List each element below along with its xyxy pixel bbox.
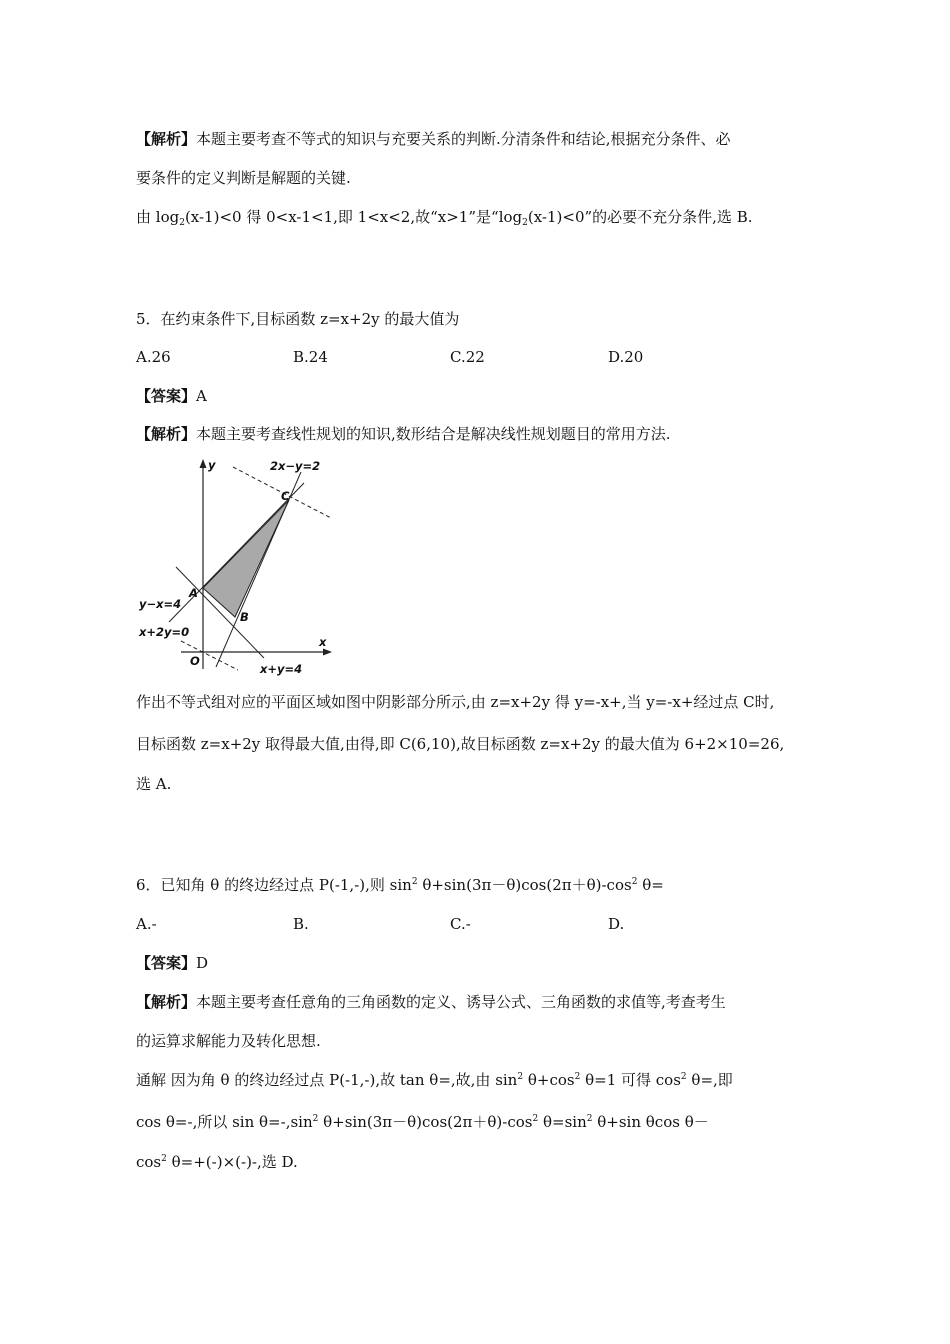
q6-solution-line-2	[136, 1112, 709, 1132]
q6-analysis-line-1	[136, 992, 726, 1012]
text-seg: θ=+(-)×(-)-,选 D.	[166, 1153, 298, 1171]
label-line-x-2y: x+2y=0	[139, 625, 190, 639]
label-o: O	[190, 654, 200, 668]
q4-analysis-line-2: 要条件的定义判断是解题的关键.	[136, 169, 351, 187]
q6-stem	[136, 875, 664, 895]
q6-answer	[136, 953, 208, 973]
text-seg: θ=1 可得 cos	[580, 1071, 681, 1089]
answer-tag: 【答案】	[136, 387, 197, 405]
q4-analysis-line-1	[136, 129, 731, 149]
text-seg: cos θ=-,所以 sin θ=-,sin	[136, 1113, 313, 1131]
superscript: 2	[680, 1072, 687, 1082]
label-line-x-y: x+y=4	[260, 662, 303, 676]
superscript: 2	[517, 1072, 524, 1082]
text-seg: θ+sin θcos θ－	[592, 1113, 709, 1131]
q5-stem: 5．在约束条件下,目标函数 z=x+2y 的最大值为	[136, 310, 460, 328]
label-line-y-x: y−x=4	[139, 597, 182, 611]
text-seg: 由 log	[136, 208, 180, 226]
label-c: C	[281, 489, 290, 503]
text-seg: θ=	[637, 876, 664, 894]
label-line-2x-y: 2x−y=2	[270, 459, 321, 473]
q5-option-d: D.20	[608, 348, 644, 366]
superscript: 2	[312, 1114, 319, 1124]
text-seg: θ=sin	[538, 1113, 587, 1131]
q6-solution-line-1	[136, 1070, 733, 1090]
q6-option-d: D.	[608, 915, 625, 933]
q6-option-c: C.-	[450, 915, 471, 933]
text-seg: θ=,即	[686, 1071, 733, 1089]
text-seg: (x-1)<0 得 0<x-1<1,即 1<x<2,故“x>1”是“log	[184, 208, 523, 226]
label-x: x	[319, 635, 327, 649]
superscript: 2	[411, 877, 418, 887]
superscript: 2	[631, 877, 638, 887]
analysis-text: 本题主要考查线性规划的知识,数形结合是解决线性规划题目的常用方法.	[196, 425, 671, 443]
q6-option-a: A.-	[136, 915, 157, 933]
analysis-tag: 【解析】	[136, 993, 197, 1011]
text-seg: θ+sin(3π－θ)cos(2π＋θ)-cos	[417, 876, 632, 894]
y-axis-arrow	[200, 459, 207, 468]
text-seg: θ+cos	[523, 1071, 575, 1089]
label-b: B	[240, 610, 249, 624]
x-axis-arrow	[323, 649, 332, 656]
q5-solution-line-2: 目标函数 z=x+2y 取得最大值,由得,即 C(6,10),故目标函数 z=x+2y 的最大值为 6+2×10=26,	[136, 735, 785, 753]
q6-solution-line-3	[136, 1152, 298, 1172]
text-seg: 6．已知角 θ 的终边经过点 P(-1,-),则 sin	[136, 876, 412, 894]
q5-option-a: A.26	[136, 348, 171, 366]
q5-solution-line-1: 作出不等式组对应的平面区域如图中阴影部分所示,由 z=x+2y 得 y=-x+,当 y=-x+经过点 C时,	[136, 693, 775, 711]
text-seg: (x-1)<0”的必要不充分条件,选 B.	[527, 208, 753, 226]
q4-solution-line	[136, 207, 752, 227]
analysis-text: 本题主要考查任意角的三角函数的定义、诱导公式、三角函数的求值等,考查考生	[196, 993, 726, 1011]
label-y: y	[208, 458, 216, 472]
label-a: A	[189, 586, 198, 600]
q5-option-c: C.22	[450, 348, 485, 366]
q5-answer	[136, 386, 207, 406]
subscript: 2	[522, 218, 528, 228]
text-seg: cos	[136, 1153, 162, 1171]
superscript: 2	[574, 1072, 581, 1082]
superscript: 2	[586, 1114, 593, 1124]
q6-option-b: B.	[293, 915, 309, 933]
analysis-tag: 【解析】	[136, 130, 197, 148]
superscript: 2	[532, 1114, 539, 1124]
superscript: 2	[161, 1154, 167, 1164]
q5-analysis	[136, 424, 671, 444]
linear-programming-figure	[136, 455, 341, 680]
q5-solution-line-3: 选 A.	[136, 775, 172, 793]
answer-value: A	[196, 387, 207, 405]
text-seg: 通解 因为角 θ 的终边经过点 P(-1,-),故 tan θ=,故,由 sin	[136, 1071, 518, 1089]
text-seg: θ+sin(3π－θ)cos(2π＋θ)-cos	[318, 1113, 533, 1131]
answer-tag: 【答案】	[136, 954, 197, 972]
analysis-tag: 【解析】	[136, 425, 197, 443]
q6-analysis-line-2: 的运算求解能力及转化思想.	[136, 1032, 321, 1050]
feasible-region	[203, 500, 289, 617]
subscript: 2	[179, 218, 185, 228]
q5-option-b: B.24	[293, 348, 328, 366]
analysis-text: 本题主要考查不等式的知识与充要关系的判断.分清条件和结论,根据充分条件、必	[196, 130, 731, 148]
answer-value: D	[196, 954, 209, 972]
